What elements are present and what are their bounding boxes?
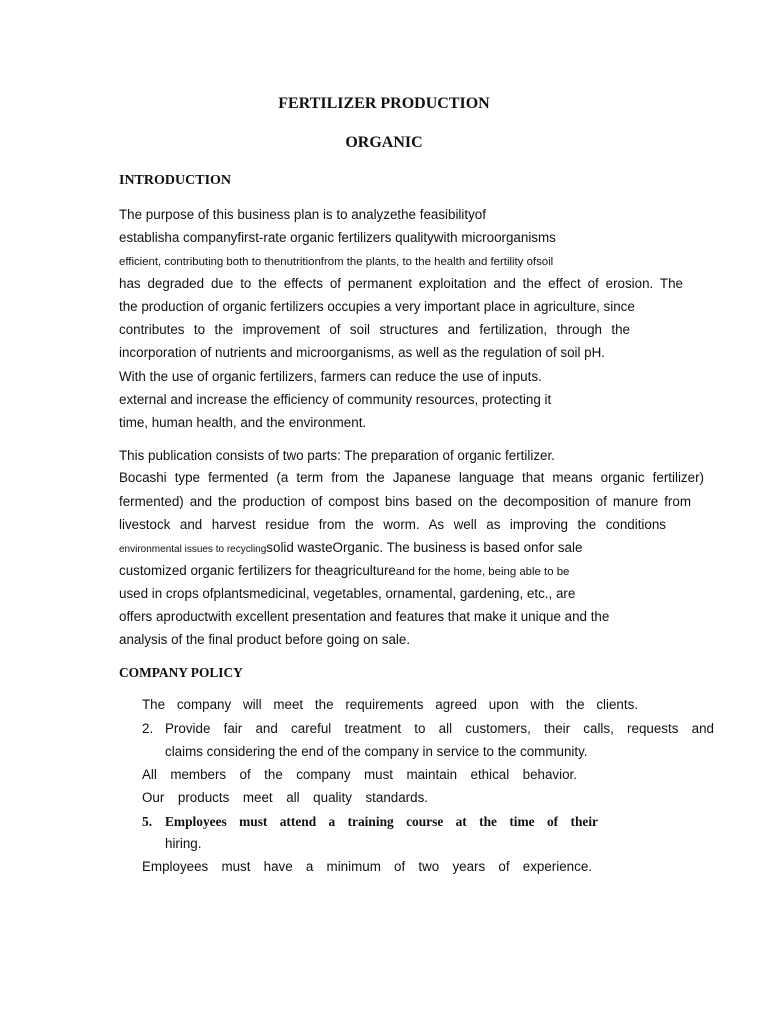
policy-item-5-text: Employees must attend a training course at the time of their [165, 814, 598, 829]
policy-item-5-number: 5. [142, 814, 153, 829]
intro-line-6: contributes to the improvement of soil structures and fertilization, through the [119, 322, 630, 337]
intro-line-10: time, human health, and the environment. [119, 415, 367, 430]
intro-line-7: incorporation of nutrients and microorganisms, as well as the regulation of soil pH. [119, 345, 606, 360]
intro-line-3: efficient, contributing both to thenutritionfrom the plants, to the health and fertility ofsoil [119, 256, 554, 268]
intro-line-1: The purpose of this business plan is to analyzethe feasibilityof [119, 207, 486, 222]
policy-item-5-continuation: hiring. [165, 836, 202, 851]
publication-line-6-small: and for the home, being able to be [395, 566, 570, 578]
intro-line-5: the production of organic fertilizers occupies a very important place in agriculture, since [119, 299, 635, 314]
publication-line-5-rest: solid wasteOrganic. The business is based onfor sale [266, 540, 583, 555]
policy-item-2 [142, 721, 714, 738]
publication-line-4: livestock and harvest residue from the worm. As well as improving the conditions [119, 517, 666, 532]
policy-item-4: Our products meet all quality standards. [142, 790, 428, 805]
policy-item-2-continuation: claims considering the end of the company in service to the community. [165, 744, 588, 759]
policy-item-1: The company will meet the requirements agreed upon with the clients. [142, 697, 638, 712]
intro-line-4: has degraded due to the effects of permanent exploitation and the effect of erosion. The [119, 276, 683, 291]
policy-item-2-number: 2. [142, 721, 154, 736]
policy-item-3: All members of the company must maintain ethical behavior. [142, 767, 577, 782]
publication-line-1: This publication consists of two parts: The preparation of organic fertilizer. [119, 448, 555, 463]
document-subtitle: ORGANIC [345, 134, 423, 151]
publication-line-9: analysis of the final product before going on sale. [119, 632, 411, 647]
publication-line-8: offers aproductwith excellent presentation and features that make it unique and the [119, 609, 610, 624]
intro-line-8: With the use of organic fertilizers, farmers can reduce the use of inputs. [119, 369, 542, 384]
document-title: FERTILIZER PRODUCTION [278, 95, 490, 112]
policy-item-5 [142, 814, 598, 831]
publication-line-3: fermented) and the production of compost bins based on the decomposition of manure from [119, 494, 691, 509]
introduction-heading: INTRODUCTION [119, 173, 232, 188]
publication-line-5-small: environmental issues to recycling [119, 544, 267, 555]
publication-line-2: Bocashi type fermented (a term from the Japanese language that means organic fertilizer) [119, 470, 704, 485]
intro-line-9: external and increase the efficiency of community resources, protecting it [119, 392, 552, 407]
publication-line-6 [119, 563, 683, 580]
publication-line-6-main: customized organic fertilizers for theagriculture [119, 563, 396, 578]
intro-line-2: establisha companyfirst-rate organic fertilizers qualitywith microorganisms [119, 230, 556, 245]
publication-line-7: used in crops ofplantsmedicinal, vegetables, ornamental, gardening, etc., are [119, 586, 576, 601]
publication-line-5 [119, 540, 683, 557]
policy-item-2-text: Provide fair and careful treatment to all customers, their calls, requests and [165, 721, 714, 736]
policy-item-6: Employees must have a minimum of two years of experience. [142, 859, 592, 874]
company-policy-heading: COMPANY POLICY [119, 665, 243, 680]
